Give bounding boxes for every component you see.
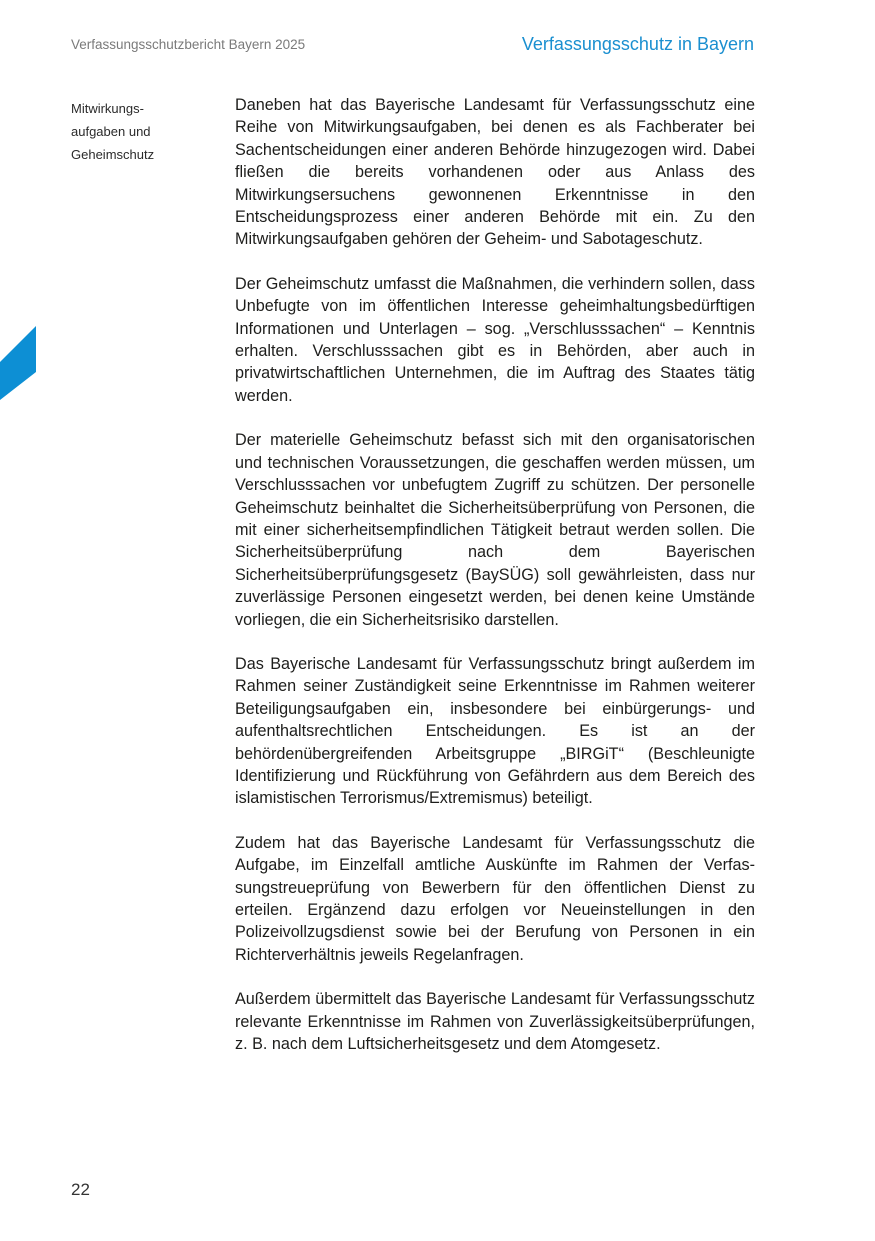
paragraph: Zudem hat das Bayerische Landesamt für Verfassungsschutz die Aufgabe, im Einzelfall amtliche Auskünfte im Rahmen der Verfassungstreueprüfung von Bewerbern für den öffentlichen Dienst zu erteilen. Ergänzend dazu erfolgen vor Neueinstellungen in den Polizeivollzugsdienst sowie bei der Berufung von Personen in ein Richterverhältnis jeweils Regelanfragen. [235, 833, 755, 964]
paragraph: Das Bayerische Landesamt für Verfassungsschutz bringt außerdem im Rahmen seiner Zuständigkeit seine Erkenntnisse im Rahmen weiterer Beteiligungsaufgaben ein, insbesondere bei einbürgerungs- und aufenthaltsrechtlichen Entscheidungen. Es ist an der behördenübergreifenden Arbeitsgruppe „BIRGiT“ (Beschleunigte Identifizierung und Rückführung von Gefährdern aus dem Bereich des islamistischen Terrorismus/Extremismus) beteiligt. [235, 654, 755, 808]
body-text [235, 94, 755, 1077]
paragraph: Außerdem übermittelt das Bayerische Landesamt für Verfassungsschutz relevante Erkenntnisse im Rahmen von Zuverlässigkeitsüberprüfungen, z. B. nach dem Luftsicherheitsgesetz und dem Atomgesetz. [235, 990, 755, 1054]
paragraph: Daneben hat das Bayerische Landesamt für Verfassungsschutz eine Reihe von Mitwirkungsaufgaben, bei denen es als Fachberater bei Sachentscheidungen einer anderen Behörde hinzugezogen wird. Dabei fließen die bereits vorhandenen oder aus Anlass des Mitwirkungsersuchens gewonnenen Erkenntnisse in den Entscheidungsprozess einer anderen Behörde mit ein. Zu den Mitwirkungsaufgaben gehören der Geheim- und Sabotageschutz. [235, 96, 755, 249]
section-title: Verfassungsschutz in Bayern [521, 34, 754, 54]
chapter-tab-marker [0, 326, 36, 400]
page-number: 22 [71, 1180, 90, 1199]
paragraph: Der materielle Geheimschutz befasst sich mit den organisatorischen und technischen Voraussetzungen, die geschaffen werden müssen, um Verschlusssachen vor unbefugtem Zugriff zu schützen. Der personelle Geheimschutz beinhaltet die Sicherheitsüberprüfung von Personen, die mit einer sicherheitsempfindlichen Tätigkeit betraut werden sollen. Die Sicherheitsüberprüfung nach dem Bayerischen Sicherheitsüberprüfungsgesetz (BaySÜG) soll gewährleisten, dass nur zuverlässige Personen eingesetzt werden, bei denen keine Umstände vorliegen, die ein Sicherheitsrisiko darstellen. [235, 431, 755, 629]
paragraph: Der Geheimschutz umfasst die Maßnahmen, die verhindern sollen, dass Unbefugte von im öffentlichen Interesse geheimhaltungsbedürftigen Informationen und Unterlagen – sog. „Verschlusssachen“ – Kenntnis erhalten. Verschlusssachen gibt es in Behörden, aber auch in privatwirtschaftlichen Unternehmen, die im Auftrag des Staates tätig werden. [235, 274, 755, 405]
margin-note: Mitwirkungsaufgaben und Geheimschutz [71, 101, 155, 162]
report-title: Verfassungsschutzbericht Bayern 2025 [71, 37, 306, 52]
